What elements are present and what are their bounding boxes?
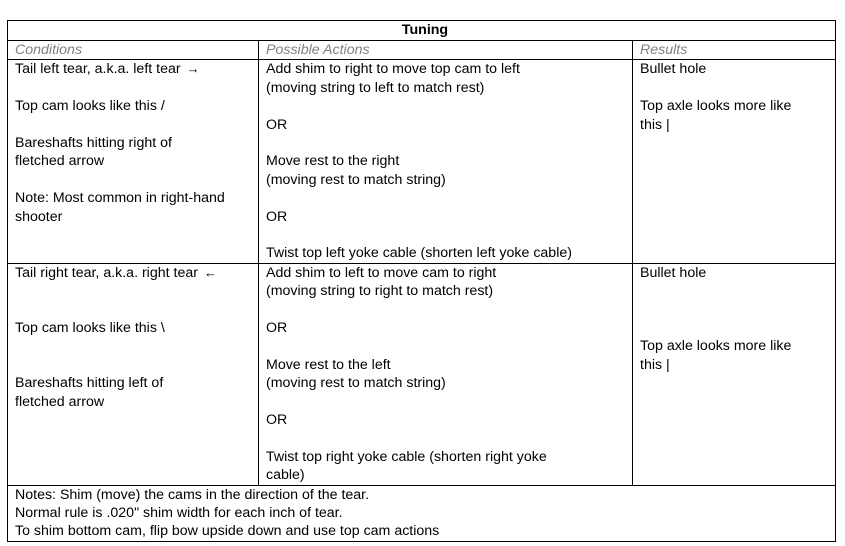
text-line	[266, 448, 632, 466]
line-text: Tail right tear, a.k.a. right tear	[15, 264, 198, 281]
spacer	[15, 356, 258, 374]
text-line	[266, 319, 632, 337]
conditions-cell	[8, 263, 259, 485]
header-actions: Possible Actions	[259, 41, 633, 60]
results-cell	[633, 60, 836, 263]
header-conditions: Conditions	[8, 41, 259, 60]
spacer	[266, 301, 632, 319]
text-line	[640, 97, 835, 115]
text-line	[266, 244, 632, 262]
text-line	[15, 522, 835, 540]
spacer	[266, 189, 632, 207]
text-line	[266, 466, 632, 484]
text-line	[640, 337, 835, 355]
text-line	[15, 152, 258, 170]
table-row	[8, 60, 836, 263]
text-line	[15, 134, 258, 152]
line-text: To shim bottom cam, flip bow upside down and use top cam actions	[15, 523, 440, 540]
line-text: (moving string to left to match rest)	[266, 79, 485, 96]
text-line	[15, 374, 258, 392]
text-line	[15, 189, 258, 207]
spacer	[15, 116, 258, 134]
spacer	[640, 79, 835, 97]
line-text: OR	[266, 208, 288, 225]
spacer	[266, 337, 632, 355]
text-line	[640, 264, 835, 282]
line-text: Top axle looks more like	[640, 338, 792, 355]
line-text: this |	[640, 116, 670, 133]
line-text: Twist top right yoke cable (shorten right yoke	[266, 448, 547, 465]
text-line	[15, 264, 258, 282]
line-text: Bareshafts hitting left of	[15, 375, 164, 392]
line-text: Notes: Shim (move) the cams in the direction of the tear.	[15, 486, 370, 503]
text-line	[640, 356, 835, 374]
line-text: Move rest to the right	[266, 153, 400, 170]
line-text: OR	[266, 412, 288, 429]
text-line	[266, 79, 632, 97]
text-line	[266, 411, 632, 429]
line-text: Normal rule is .020" shim width for each inch of tear.	[15, 505, 343, 522]
conditions-cell	[8, 60, 259, 263]
spacer	[15, 301, 258, 319]
text-line	[15, 319, 258, 337]
text-line	[15, 486, 835, 504]
line-text: Top cam looks like this \	[15, 320, 165, 336]
text-line	[15, 208, 258, 226]
text-line	[266, 116, 632, 134]
line-text: Top cam looks like this /	[15, 98, 165, 115]
text-line	[640, 60, 835, 78]
table-row	[8, 263, 836, 485]
line-text: Move rest to the left	[266, 356, 391, 373]
line-text: Add shim to right to move top cam to left	[266, 61, 520, 78]
text-line	[266, 171, 632, 189]
spacer	[640, 301, 835, 319]
spacer	[266, 134, 632, 152]
text-line	[15, 504, 835, 522]
text-line	[266, 264, 632, 282]
line-text: (moving rest to match string)	[266, 171, 446, 188]
results-cell	[633, 263, 836, 485]
text-line	[266, 356, 632, 374]
table-title: Tuning	[8, 21, 836, 41]
actions-cell	[259, 263, 633, 485]
line-text: Add shim to left to move cam to right	[266, 264, 497, 281]
header-row	[8, 41, 836, 60]
line-text: fletched arrow	[15, 153, 105, 170]
line-text: Bullet hole	[640, 264, 707, 281]
notes-cell	[8, 485, 836, 541]
line-text: Twist top left yoke cable (shorten left yoke cable)	[266, 245, 572, 262]
text-line	[15, 97, 258, 115]
line-text: cable)	[266, 467, 305, 484]
spacer	[266, 97, 632, 115]
actions-cell	[259, 60, 633, 263]
line-text: Bareshafts hitting right of	[15, 135, 172, 151]
text-line	[640, 116, 835, 134]
spacer	[640, 319, 835, 337]
line-text: (moving string to right to match rest)	[266, 283, 494, 300]
spacer	[15, 79, 258, 97]
line-text: OR	[266, 320, 288, 337]
line-text: Top axle looks more like	[640, 98, 792, 115]
spacer	[15, 282, 258, 300]
arrow-right-icon: →	[186, 61, 200, 77]
line-text: OR	[266, 116, 288, 133]
line-text: Tail left tear, a.k.a. left tear	[15, 61, 181, 78]
text-line	[266, 152, 632, 170]
text-line	[266, 374, 632, 392]
spacer	[640, 282, 835, 300]
text-line	[266, 208, 632, 226]
line-text: this |	[640, 356, 670, 373]
header-results: Results	[633, 41, 836, 60]
spacer	[15, 337, 258, 355]
arrow-left-icon: ←	[203, 264, 217, 280]
text-line	[266, 282, 632, 300]
line-text: Bullet hole	[640, 61, 707, 78]
spacer	[15, 171, 258, 189]
line-text: shooter	[15, 208, 63, 225]
text-line	[15, 60, 258, 78]
text-line	[15, 393, 258, 411]
line-text: (moving rest to match string)	[266, 375, 446, 392]
line-text: Note: Most common in right-hand	[15, 190, 225, 207]
text-line	[266, 60, 632, 78]
spacer	[266, 226, 632, 244]
spacer	[266, 393, 632, 411]
tuning-table	[7, 20, 836, 542]
line-text: fletched arrow	[15, 393, 105, 410]
spacer	[266, 429, 632, 447]
